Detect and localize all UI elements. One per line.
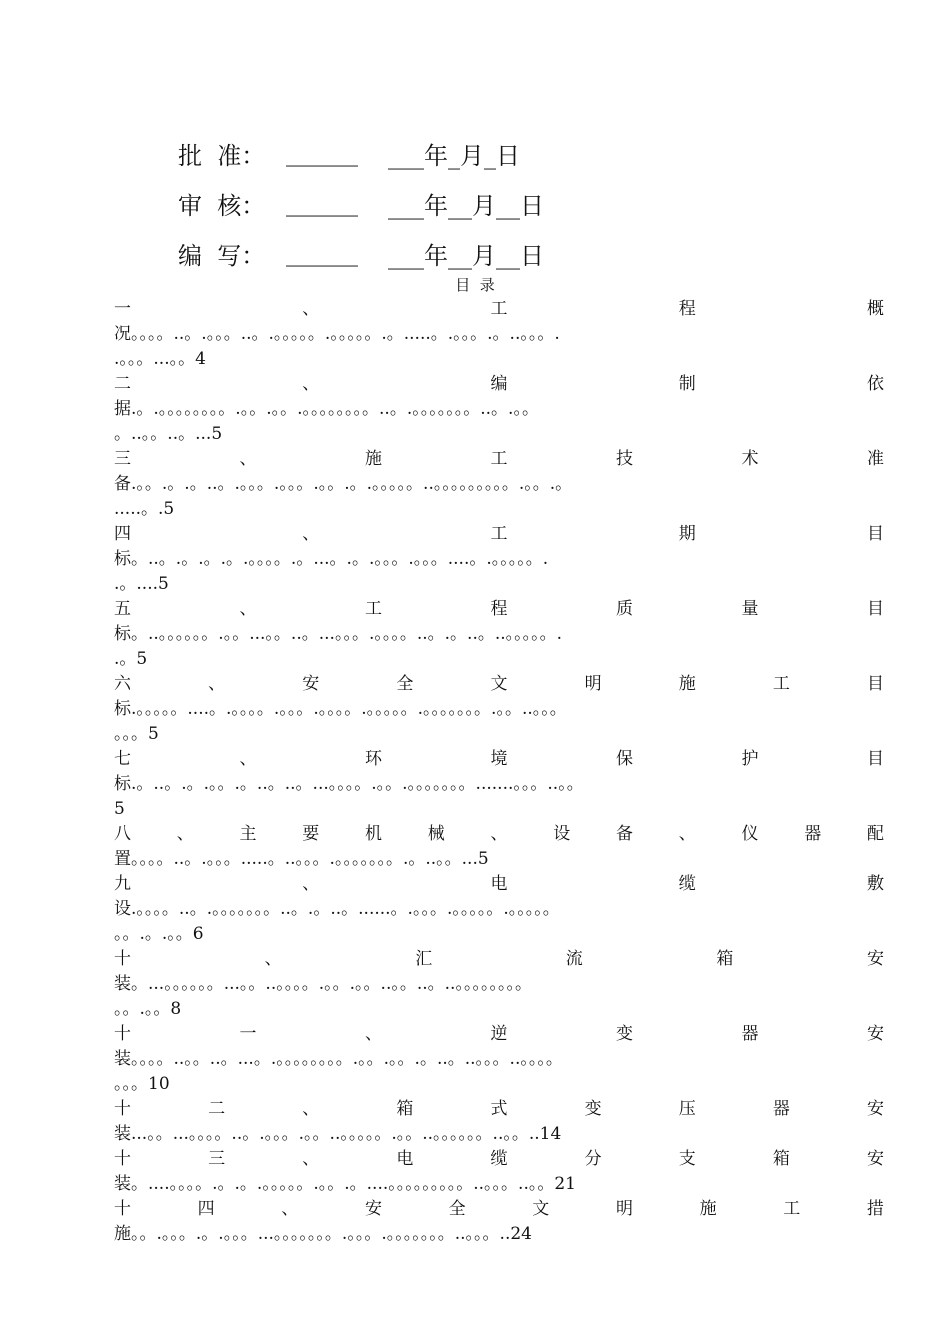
toc-heading-char: 制: [678, 374, 696, 394]
toc-entry-heading: [114, 672, 884, 697]
toc-heading-char: 、: [302, 874, 320, 894]
toc-heading-char: 工: [365, 599, 382, 619]
toc-heading-char: 十: [114, 949, 131, 969]
toc-heading-char: 安: [866, 949, 884, 969]
toc-leader-line: 。。.。。8: [114, 999, 182, 1019]
toc-heading-char: 、: [176, 824, 194, 844]
toc-heading-char: 十: [114, 1024, 131, 1044]
toc-heading-char: 工: [490, 524, 508, 544]
toc-entry: [114, 747, 884, 822]
toc-leader-line: 标。..。.。.。.。.。。。。.。...。.。.。。。.。。。....。.。。。。。.: [114, 549, 549, 569]
toc-heading-char: 支: [678, 1149, 696, 1169]
toc-heading-char: 设: [553, 824, 571, 844]
toc-leader-line: 5: [114, 799, 125, 819]
toc-heading-char: 压: [678, 1099, 696, 1119]
toc-heading-char: 电: [490, 874, 508, 894]
toc-heading-char: 编: [490, 374, 508, 394]
toc-heading-char: 工: [783, 1199, 801, 1219]
toc-leader-line: .....。.5: [114, 499, 175, 519]
toc-heading-char: 文: [532, 1199, 550, 1219]
toc-leader-line: 装。。。。..。。..。...。.。。。。。。。。.。。.。。.。..。..。。。..。。。。: [114, 1049, 563, 1069]
toc-heading-char: 、: [490, 824, 508, 844]
toc-heading-char: 安: [867, 1149, 884, 1169]
toc-entry-heading: [114, 522, 884, 547]
toc-heading-char: 器: [741, 1024, 759, 1044]
approval-row: [178, 178, 698, 228]
toc-heading-char: 目: [867, 599, 884, 619]
toc-heading-char: 、: [302, 1149, 320, 1169]
toc-heading-char: 机: [365, 824, 382, 844]
toc-entry-heading: [114, 1022, 884, 1047]
toc-entry-heading: [114, 1197, 884, 1222]
toc-heading-char: 全: [396, 674, 414, 694]
approval-date: ___年__月__日: [388, 191, 544, 220]
toc-entry: [114, 297, 884, 372]
toc-entry-heading: [114, 822, 884, 847]
approval-label: 编 写：: [178, 241, 266, 270]
toc-heading-char: 程: [678, 299, 696, 319]
toc-heading-char: 三: [114, 449, 131, 469]
toc-heading-char: 、: [302, 524, 320, 544]
toc-entry: [114, 1197, 884, 1247]
toc-heading-char: 四: [197, 1199, 215, 1219]
approval-row: [178, 128, 698, 178]
toc-heading-char: 变: [616, 1024, 633, 1044]
toc-leader-line: 设.。。。。..。.。。。。。。。..。.。..。......。.。。。.。。。。。.。。。。。: [114, 899, 560, 919]
toc-leader-line: .。。。...。。4: [114, 349, 206, 369]
toc-heading-char: 量: [741, 599, 759, 619]
toc-heading-char: 二: [114, 374, 131, 394]
toc-heading-char: 二: [208, 1099, 226, 1119]
toc-heading-char: 安: [364, 1199, 382, 1219]
toc-heading-char: 一: [114, 299, 131, 319]
toc-heading-char: 安: [302, 674, 320, 694]
toc-heading-char: 安: [867, 1099, 884, 1119]
toc-heading-char: 全: [448, 1199, 466, 1219]
toc-leader-line: 标.。..。.。.。。.。..。..。...。。。。.。。.。。。。。。。.......。。。..。。: [114, 774, 584, 794]
toc-entry-heading: [114, 372, 884, 397]
toc-heading-char: 施: [365, 449, 382, 469]
toc-heading-char: 九: [114, 874, 131, 894]
toc-heading-char: 技: [616, 449, 633, 469]
toc-heading-char: 程: [490, 599, 508, 619]
toc-heading-char: 、: [239, 599, 257, 619]
toc-leader-line: 。。。5: [114, 724, 159, 744]
toc-entry: [114, 947, 884, 1022]
toc-entry: [114, 1097, 884, 1147]
toc-heading-char: 施: [678, 674, 696, 694]
toc-heading-char: 术: [741, 449, 759, 469]
toc-heading-char: 仪: [741, 824, 759, 844]
toc-heading-char: 、: [281, 1199, 299, 1219]
toc-heading-char: 十: [114, 1199, 131, 1219]
toc-entry: [114, 822, 884, 872]
toc-heading-char: 、: [239, 749, 257, 769]
toc-entry: [114, 672, 884, 747]
toc-leader-line: 标。..。。。。。。.。。...。。..。...。。。.。。。。..。.。..。..。。。。。.: [114, 624, 563, 644]
toc-heading-char: 目: [867, 674, 884, 694]
toc-heading-char: 明: [584, 674, 602, 694]
toc-heading-char: 明: [615, 1199, 633, 1219]
toc-leader-line: 据.。.。。。。。。。。.。。.。。.。。。。。。。。..。.。。。。。。。..。.。。: [114, 399, 539, 419]
toc-heading-char: 流: [565, 949, 583, 969]
toc-leader-line: 装。....。。。。.。.。.。。。。。.。。.。....。。。。。。。。。..。。。..。。21: [114, 1174, 576, 1194]
approval-label: 批 准：: [178, 141, 266, 170]
toc-heading-char: 、: [678, 824, 696, 844]
toc-heading-char: 、: [302, 374, 320, 394]
toc-entry: [114, 447, 884, 522]
toc-heading-char: 三: [208, 1149, 226, 1169]
toc-entry: [114, 372, 884, 447]
toc-title: 目 录: [455, 276, 495, 294]
toc-heading-char: 主: [239, 824, 257, 844]
toc-heading-char: 工: [490, 449, 508, 469]
toc-entry: [114, 872, 884, 947]
toc-entry: [114, 1147, 884, 1197]
toc-leader-line: .。....5: [114, 574, 169, 594]
toc-heading-char: 汇: [415, 949, 433, 969]
toc-leader-line: 施。。.。。。.。.。。。...。。。。。。。.。。。.。。。。。。。..。。。..24: [114, 1224, 532, 1244]
toc-heading-char: 十: [114, 1149, 131, 1169]
toc-entry-heading: [114, 297, 884, 322]
toc-leader-line: 装。...。。。。。。...。。..。。。。.。。.。。..。。..。..。。。。。。。。: [114, 974, 532, 994]
toc-entry: [114, 1022, 884, 1097]
approval-row: [178, 228, 698, 278]
toc-heading-char: 文: [490, 674, 508, 694]
toc-heading-char: 五: [114, 599, 131, 619]
toc-heading-char: 措: [866, 1199, 884, 1219]
toc-heading-char: 保: [616, 749, 633, 769]
toc-heading-char: 质: [616, 599, 633, 619]
toc-heading-char: 分: [584, 1149, 602, 1169]
toc-heading-char: 箱: [396, 1099, 414, 1119]
toc-heading-char: 逆: [490, 1024, 508, 1044]
approval-sign: ______: [286, 239, 358, 267]
toc-heading-char: 八: [114, 824, 131, 844]
toc-heading-char: 械: [427, 824, 445, 844]
toc-entry-heading: [114, 947, 884, 972]
toc-heading-char: 依: [867, 374, 884, 394]
toc-heading-char: 配: [867, 824, 884, 844]
toc-heading-char: 护: [741, 749, 759, 769]
toc-heading-char: 、: [239, 449, 257, 469]
toc-leader-line: .。5: [114, 649, 148, 669]
toc-heading-char: 环: [365, 749, 382, 769]
toc-heading-char: 境: [490, 749, 508, 769]
toc-heading-char: 缆: [490, 1149, 508, 1169]
toc-heading-char: 工: [490, 299, 508, 319]
toc-entry-heading: [114, 447, 884, 472]
toc-heading-char: 变: [584, 1099, 602, 1119]
toc-heading-char: 箱: [772, 1149, 790, 1169]
toc-leader-line: 备.。。.。.。..。.。。。.。。。.。。.。.。。。。。..。。。。。。。。。.。。.。: [114, 474, 573, 494]
toc-heading-char: 箱: [716, 949, 734, 969]
toc-heading-char: 期: [678, 524, 696, 544]
toc-heading-char: 施: [699, 1199, 717, 1219]
toc-heading-char: 、: [302, 1099, 320, 1119]
table-of-contents: [114, 297, 884, 1247]
toc-entry-heading: [114, 747, 884, 772]
toc-heading-char: 式: [490, 1099, 508, 1119]
toc-entry-heading: [114, 1147, 884, 1172]
toc-heading-char: 准: [867, 449, 884, 469]
approval-date: ___年_月_日: [388, 141, 520, 170]
toc-heading-char: 概: [867, 299, 884, 319]
toc-entry-heading: [114, 597, 884, 622]
toc-heading-char: 、: [365, 1024, 382, 1044]
toc-leader-line: 标.。。。。。....。.。。。。.。。。.。。。。.。。。。。.。。。。。。。.。。..。。。: [114, 699, 567, 719]
toc-leader-line: 。。。10: [114, 1074, 170, 1094]
toc-entry-heading: [114, 872, 884, 897]
toc-heading-char: 目: [867, 524, 884, 544]
toc-heading-char: 备: [616, 824, 633, 844]
toc-heading-char: 六: [114, 674, 131, 694]
toc-heading-char: 工: [772, 674, 790, 694]
toc-heading-char: 、: [302, 299, 320, 319]
toc-heading-char: 敷: [867, 874, 884, 894]
toc-heading-char: 电: [396, 1149, 414, 1169]
toc-heading-char: 、: [208, 674, 226, 694]
approval-sign: ______: [286, 189, 358, 217]
toc-heading-char: 四: [114, 524, 131, 544]
toc-leader-line: 。。.。.。。6: [114, 924, 204, 944]
toc-leader-line: 置。。。。..。.。。。.....。..。。。.。。。。。。。.。..。。...5: [114, 849, 489, 869]
toc-leader-line: 装...。。...。。。。..。.。。。.。。..。。。。。.。。..。。。。。。..。。..14: [114, 1124, 562, 1144]
toc-heading-char: 要: [302, 824, 320, 844]
toc-heading-char: 、: [264, 949, 282, 969]
toc-heading-char: 七: [114, 749, 131, 769]
toc-heading-char: 十: [114, 1099, 131, 1119]
toc-heading-char: 器: [772, 1099, 790, 1119]
approval-label: 审 核：: [178, 191, 266, 220]
toc-leader-line: 况。。。。..。.。。。..。.。。。。。.。。。。。.。.....。.。。。.。..。。。.: [114, 324, 560, 344]
toc-heading-char: 目: [867, 749, 884, 769]
approval-block: [178, 128, 698, 278]
toc-heading-char: 一: [239, 1024, 257, 1044]
toc-entry: [114, 522, 884, 597]
toc-heading-char: 安: [867, 1024, 884, 1044]
toc-heading-char: 缆: [678, 874, 696, 894]
toc-entry-heading: [114, 1097, 884, 1122]
approval-sign: ______: [286, 139, 358, 167]
approval-date: ___年__月__日: [388, 241, 544, 270]
toc-leader-line: 。..。。..。...5: [114, 424, 223, 444]
toc-heading-char: 器: [804, 824, 822, 844]
toc-entry: [114, 597, 884, 672]
